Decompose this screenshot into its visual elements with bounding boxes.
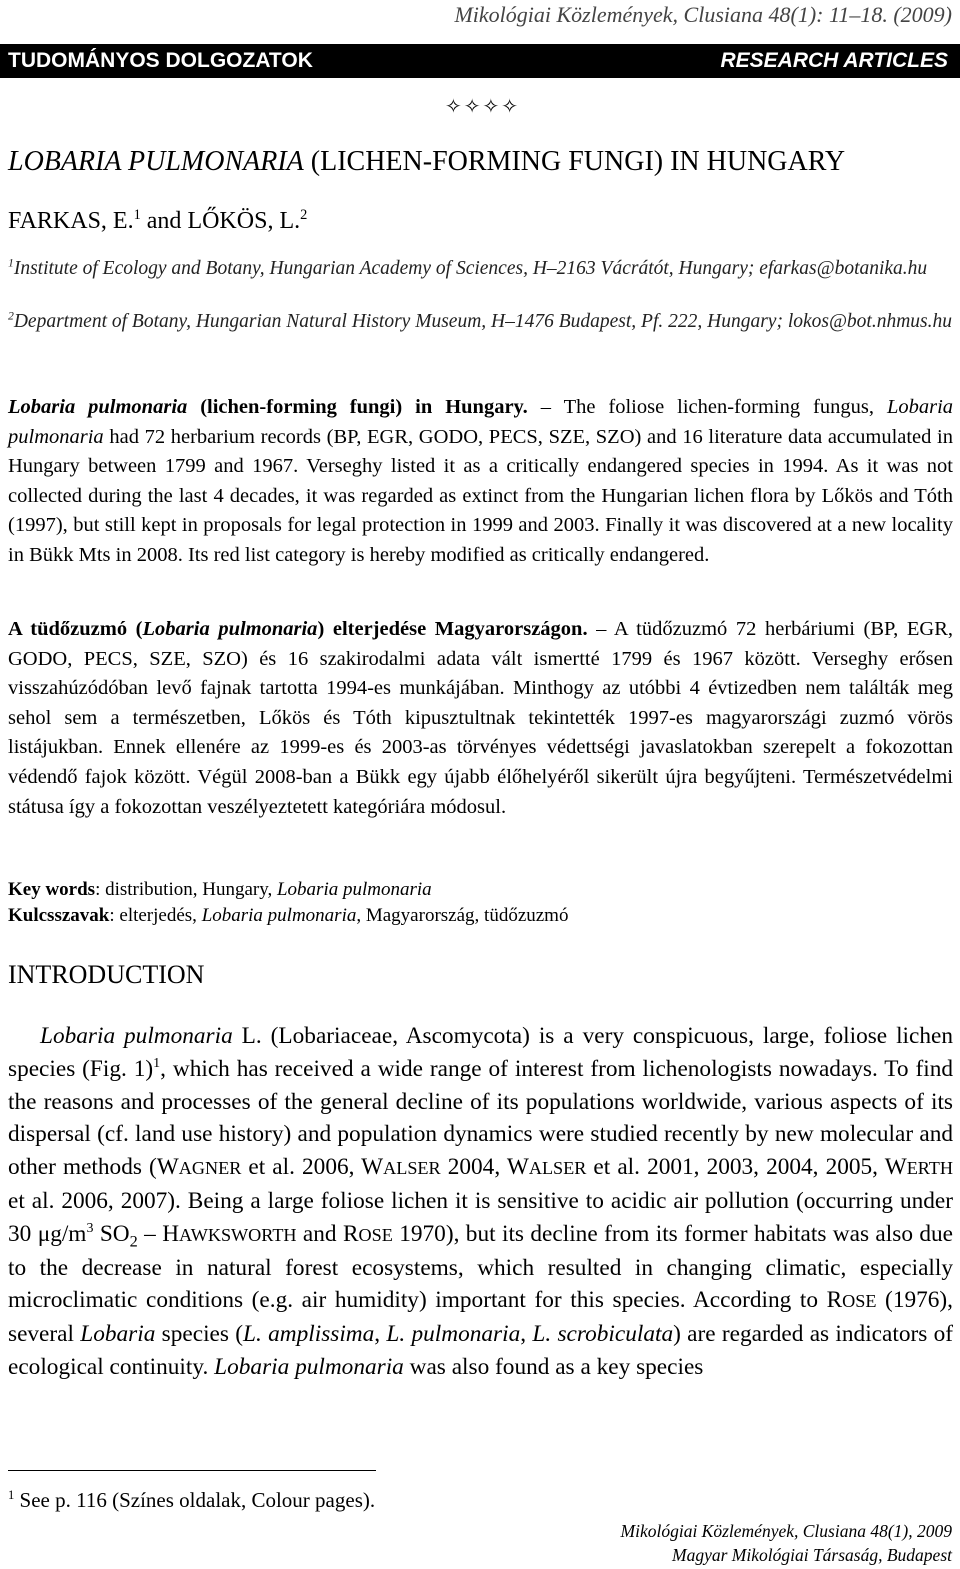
kulcsszavak xyxy=(8,903,568,929)
author-2-sup: 2 xyxy=(300,207,308,223)
abstract-hu-heading-genus: Lobaria pulmonaria xyxy=(142,618,318,640)
kulcsszavak-species: Lobaria pulmonaria xyxy=(201,905,357,926)
abstract-en-heading-rest: (lichen-forming fungi) in Hungary. xyxy=(187,396,528,418)
intro-segment: AWKSWORTH xyxy=(179,1224,297,1245)
intro-segment: , which has received a wide range of interest from lichenologists nowadays. To find the reasons and processes of the general decline of its populations worldwide, various aspects of its dispersal (cf. land use history) and population dynamics were studied recently by new molecular and other methods ( xyxy=(8,1055,953,1181)
section-label-en: RESEARCH ARTICLES xyxy=(720,49,948,72)
intro-segment: – H xyxy=(137,1220,180,1247)
article-title xyxy=(8,146,845,178)
abstract-en-heading xyxy=(8,396,528,418)
journal-citation: Mikológiai Közlemények, Clusiana 48(1): 11–18. (2009) xyxy=(454,2,952,27)
affiliation-1-sup: 1 xyxy=(8,256,14,270)
intro-segment: ALSER xyxy=(383,1158,441,1179)
intro-segment: 2004, xyxy=(440,1154,507,1181)
keywords-text: : distribution, Hungary, xyxy=(95,879,277,900)
abstract-en-text-1: – The foliose lichen-forming fungus, xyxy=(527,396,887,418)
intro-segment: OSE xyxy=(842,1291,877,1312)
footnote-marker: 1 xyxy=(8,1488,15,1502)
intro-segment: et al. 2006, xyxy=(241,1154,362,1181)
affiliation-2 xyxy=(8,308,953,336)
abstract-hungarian xyxy=(8,615,953,822)
intro-segment: 1 xyxy=(153,1056,161,1072)
author-1-sup: 1 xyxy=(133,207,141,223)
intro-segment: L. pulmonaria xyxy=(386,1321,521,1348)
title-rest: (LICHEN-FORMING FUNGI) IN HUNGARY xyxy=(303,146,846,177)
affiliation-1 xyxy=(8,255,953,283)
intro-segment: L. scrobiculata xyxy=(532,1321,674,1348)
footnote-rule xyxy=(8,1470,376,1471)
intro-segment: 2 xyxy=(129,1231,138,1251)
intro-segment: , xyxy=(520,1321,533,1348)
footnote xyxy=(8,1488,375,1513)
section-bar xyxy=(0,44,960,78)
authors-and: and xyxy=(140,208,188,234)
abstract-en-species: Lobaria pulmonaria xyxy=(8,396,954,448)
intro-segment: SO xyxy=(93,1220,130,1247)
intro-segment: OSE xyxy=(358,1224,393,1245)
intro-segment: et al. 2001, 2003, 2004, 2005, xyxy=(586,1154,885,1181)
intro-segment: L. amplissima xyxy=(243,1321,375,1348)
footer-journal: Mikológiai Közlemények, Clusiana 48(1), 2009 xyxy=(620,1521,952,1541)
keywords-species: Lobaria pulmonaria xyxy=(276,879,432,900)
kulcsszavak-text-1: : elterjedés, xyxy=(109,905,202,926)
intro-segment: , xyxy=(374,1321,387,1348)
intro-segment: (1976), several xyxy=(8,1287,953,1348)
keywords xyxy=(8,877,432,903)
ornament-divider: ✧✧✧✧ xyxy=(445,96,521,118)
abstract-hu-text: – A tüdőzuzmó 72 herbáriumi (BP, EGR, GODO, PECS, SZE, SZO) és 16 szakirodalmi adata vált ismertté 1799 és 1967 között. Verseghy erősen visszahúzódóban levő fajnak tartotta 1994-es munkájában. Minthogy az utóbbi 4 évtizedben nem találták meg sehol sem a természetben, Lőkös és Tóth kipusztultnak tekintették 1997-es magyarországi zuzmó vörös listájukban. Ennek ellenére az 1999-es és 2003-as törvényes védettségi javaslatokban szerepelt a fokozottan védendő fajok között. Végül 2008-ban a Bükk egy újabb élőhelyéről sikerült újra begyűjteni. Természetvédelmi státusa így a fokozottan veszélyeztetett kategóriára módosul. xyxy=(8,618,953,818)
authors xyxy=(8,208,307,235)
intro-segment: Lobaria pulmonaria xyxy=(214,1353,404,1380)
affiliation-1-text: Institute of Ecology and Botany, Hungarian Academy of Sciences, H–2163 Vácrátót, Hungary; efarkas@botanika.hu xyxy=(13,258,928,279)
affiliation-2-sup: 2 xyxy=(8,309,14,323)
intro-segment: L. (Lobariaceae, Ascomycota) is a very conspicuous, large, foliose lichen species (Fig. 1) xyxy=(8,1023,953,1082)
intro-segment: species ( xyxy=(155,1321,244,1348)
intro-segment: 3 xyxy=(86,1221,94,1237)
abstract-hu-heading xyxy=(8,618,588,640)
abstract-hu-heading-2: ) elterjedése Magyarországon. xyxy=(317,618,588,640)
intro-segment: W xyxy=(361,1154,384,1181)
intro-segment: ) are regarded as indicators of ecological continuity. xyxy=(8,1321,954,1380)
abstract-english xyxy=(8,393,953,571)
intro-segment: and R xyxy=(296,1220,359,1247)
kulcsszavak-label: Kulcsszavak xyxy=(8,905,110,926)
author-1: FARKAS, E. xyxy=(8,208,134,234)
introduction-paragraph xyxy=(8,1020,953,1384)
abstract-hu-heading-1: A tüdőzuzmó ( xyxy=(8,618,143,640)
footnote-text: See p. 116 (Színes oldalak, Colour pages). xyxy=(14,1488,376,1512)
intro-segment: ERTH xyxy=(906,1158,953,1179)
footer-publisher: Magyar Mikológiai Társaság, Budapest xyxy=(672,1545,952,1565)
author-2: LŐKÖS, L. xyxy=(187,208,301,234)
intro-segment: ALSER xyxy=(528,1158,587,1179)
intro-segment: W xyxy=(156,1154,179,1181)
intro-segment: W xyxy=(506,1154,529,1181)
intro-segment: W xyxy=(884,1154,907,1181)
abstract-en-text-2: had 72 herbarium records (BP, EGR, GODO, PECS, SZE, SZO) and 16 literature data accumulated in Hungary between 1799 and 1967. Verseghy listed it as a critically endangered species in 1994. As it was not collected during the last 4 decades, it was regarded as extinct from the Hungarian lichen flora by Lőkös and Tóth (1997), but still kept in proposals for legal protection in 1999 and 2003. Finally it was discovered at a new locality in Bükk Mts in 2008. Its red list category is hereby modified as critically endangered. xyxy=(8,425,953,566)
intro-segment: AGNER xyxy=(178,1158,242,1179)
kulcsszavak-text-2: , Magyarország, tüdőzuzmó xyxy=(356,905,569,926)
intro-segment: Lobaria pulmonaria xyxy=(40,1023,233,1049)
abstract-en-heading-genus: Lobaria pulmonaria xyxy=(8,396,188,418)
intro-segment: Lobaria xyxy=(80,1321,156,1348)
introduction-heading: INTRODUCTION xyxy=(8,960,205,989)
intro-segment: et al. 2006, 2007). Being a large foliose lichen it is sensitive to acidic air pollution (occurring under 30 μg/m xyxy=(8,1187,953,1247)
section-label-hu: TUDOMÁNYOS DOLGOZATOK xyxy=(8,49,313,72)
keywords-label: Key words xyxy=(8,879,96,900)
intro-segment: was also found as a key species xyxy=(403,1353,704,1380)
intro-segment: 1970), but its decline from its former habitats was also due to the decrease in natural forest ecosystems, which resulted in changing climatic, especially microclimatic conditions (e.g. air humidity) important for this species. According to R xyxy=(8,1220,954,1314)
title-genus: LOBARIA PULMONARIA xyxy=(8,146,304,177)
affiliation-2-text: Department of Botany, Hungarian Natural History Museum, H–1476 Budapest, Pf. 222, Hungary; lokos@bot.nhmus.hu xyxy=(13,311,953,332)
